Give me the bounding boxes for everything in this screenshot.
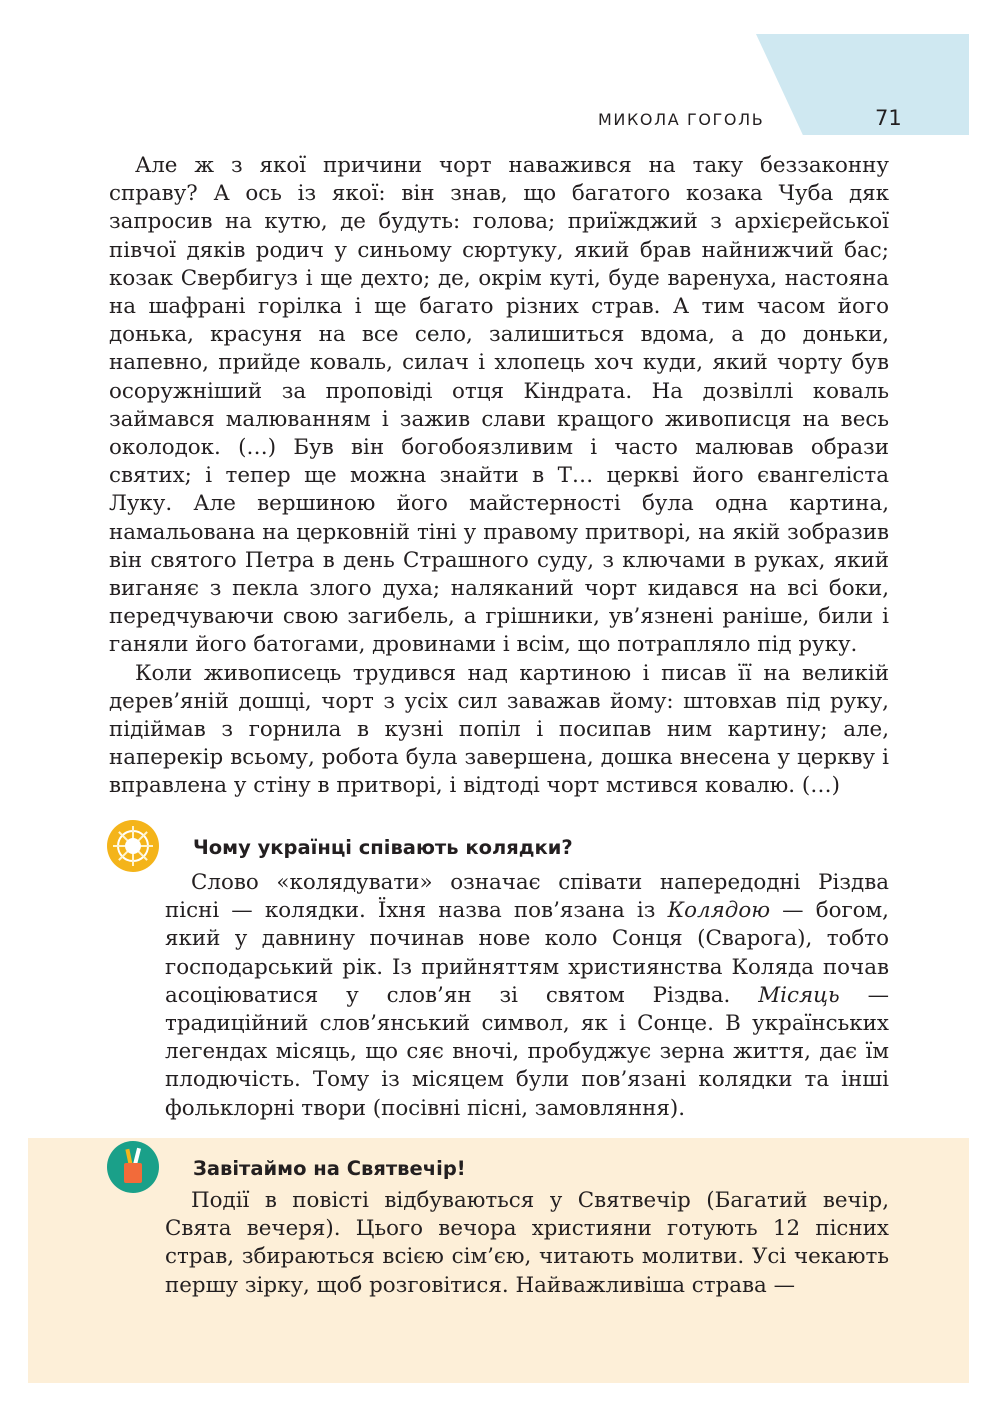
paragraph: Коли живописець трудився над картиною і писав її на великій дерев’яній дошці, чорт з усіх сил заважав йому: штовхав під руку, підіймав з горнила в кузні попіл і посипав ним картину; але, наперекір всьому, робота була завершена, дошка внесена у церкву і вправлена у стіну в притворі, і відтоді чорт мстився ковалю. (…) xyxy=(109,660,889,799)
header-tab-decoration xyxy=(756,34,969,135)
sun-icon xyxy=(107,820,159,872)
box-text-carols: Слово «колядувати» означає співати напередодні Різдва пісні — колядки. Їхня назва пов’язана із Колядою — богом, який у давнину починав нове коло Сонця (Сварога), тобто господарський рік. Із прийняттям християнства Коляда почав асоціюватися у слов’ян зі святом Різдва. Місяць — традиційний слов’янський символ, як і Сонце. В українських легендах місяць, що сяє вночі, пробуджує зерна життя, дає їм плодючість. Тому із місяцем були пов’язані колядки та інші фольклорні твори (посівні пісні, замовляння). xyxy=(165,870,889,1121)
running-header-author: МИКОЛА ГОГОЛЬ xyxy=(598,110,765,129)
box-title-carols: Чому українці співають колядки? xyxy=(193,836,573,859)
main-text xyxy=(109,152,889,801)
paragraph: Але ж з якої причини чорт наважився на таку беззаконну справу? А ось із якої: він знав, що багатого козака Чуба дяк запросив на кутю, де будуть: голова; приїжджий з архієрейської півчої дяків родич у синьому сюртуку, який брав найнижчий бас; козак Свербигуз і ще дехто; де, окрім куті, буде варенуха, настояна на шафрані горілка і ще багато різних страв. А тим часом його донька, красуня на все село, залишиться вдома, а до доньки, напевно, прийде коваль, силач і хлопець хоч куди, який чорту був осоружніший за проповіді отця Кіндрата. На дозвіллі коваль займався малюванням і зажив слави кращого живописця на весь околодок. (…) Був він богобоязливим і часто малював образи святих; і тепер ще можна знайти в Т… церкві його євангеліста Луку. Але вершиною його майстерності була одна картина, намальована на церковній тіні у правому притворі, на якій зобразив він святого Петра в день Страшного суду, з ключами в руках, який виганяє з пекла злого духа; наляканий чорт кидався на всі боки, передчуваючи свою загибель, а грішники, ув’язнені раніше, били і ганяли його батогами, дровинами і всім, що потрапляло під руку. xyxy=(109,153,889,658)
page-number: 71 xyxy=(875,106,902,130)
box-title-christmas-eve: Завітаймо на Святвечір! xyxy=(193,1157,466,1180)
box-text-christmas-eve: Події в повісті відбуваються у Святвечір (Багатий вечір, Свята вечеря). Цього вечора християни готують 12 пісних страв, збираються всією сім’єю, читають молитви. Усі чекають першу зірку, щоб розговітися. Найважливіша страва — xyxy=(165,1188,889,1298)
pencil-cup-icon xyxy=(107,1141,159,1193)
